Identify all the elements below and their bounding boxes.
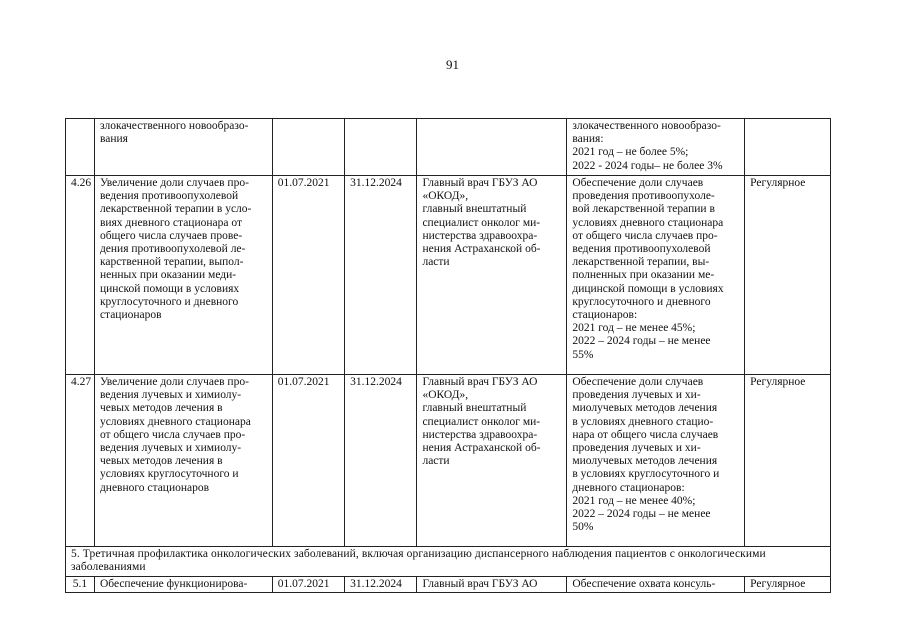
responsible: Главный врач ГБУЗ АО «ОКОД», главный внештатный специалист онколог ми- нистерства здравоохра- нения Астраханской об- ласти — [417, 176, 567, 375]
indicator: Обеспечение охвата консуль- — [567, 577, 745, 593]
start-date: 01.07.2021 — [272, 176, 344, 375]
responsible — [417, 119, 567, 176]
indicator: Обеспечение доли случаев проведения противоопухоле- вой лекарственной терапии в условиях дневного стационара от общего числа случаев про- ведения противоопухолевой лекарственной терапии, вы- полненных при оказании ме- дицинской помощи в условиях круглосуточного и дневного стационаров: 2021 год – не менее 45%; 2022 – 2024 годы – не менее 55% — [567, 176, 745, 375]
measures-table — [65, 118, 831, 593]
frequency: Регулярное — [745, 577, 831, 593]
start-date: 01.07.2021 — [272, 375, 344, 547]
frequency: Регулярное — [745, 375, 831, 547]
end-date — [345, 119, 417, 176]
section-heading: 5. Третичная профилактика онкологических заболеваний, включая организацию диспансерного наблюдения пациентов с онкологическими заболеваниями — [66, 547, 831, 577]
indicator: злокачественного новообразо- вания: 2021 год – не более 5%; 2022 - 2024 годы– не более 3% — [567, 119, 745, 176]
item-number: 4.27 — [66, 375, 95, 547]
measure-name: Увеличение доли случаев про- ведения лучевых и химиолу- чевых методов лечения в условиях дневного стационара от общего числа случаев про- ведения лучевых и химиолу- чевых методов лечения в условиях круглосуточного и дневного стационаров — [94, 375, 272, 547]
item-number — [66, 119, 95, 176]
table-row — [66, 176, 831, 375]
start-date — [272, 119, 344, 176]
table-row — [66, 577, 831, 593]
page-number: 91 — [446, 57, 459, 72]
end-date: 31.12.2024 — [345, 176, 417, 375]
item-number: 4.26 — [66, 176, 95, 375]
measure-name: Увеличение доли случаев про- ведения противоопухолевой лекарственной терапии в усло- виях дневного стационара от общего числа случаев прове- дения противоопухолевой ле- карственной терапии, выпол- ненных при оказании меди- цинской помощи в условиях круглосуточного и дневного стационаров — [94, 176, 272, 375]
start-date: 01.07.2021 — [272, 577, 344, 593]
item-number: 5.1 — [66, 577, 95, 593]
section-row — [66, 547, 831, 577]
frequency: Регулярное — [745, 176, 831, 375]
indicator: Обеспечение доли случаев проведения лучевых и хи- миолучевых методов лечения в условиях дневного стацио- нара от общего числа случаев проведения лучевых и хи- миолучевых методов лечения в условиях круглосуточного и дневного стационаров: 2021 год – не менее 40%; 2022 – 2024 годы – не менее 50% — [567, 375, 745, 547]
frequency — [745, 119, 831, 176]
end-date: 31.12.2024 — [345, 577, 417, 593]
end-date: 31.12.2024 — [345, 375, 417, 547]
measure-name: злокачественного новообразо- вания — [94, 119, 272, 176]
table-row — [66, 375, 831, 547]
table-row — [66, 119, 831, 176]
measure-name: Обеспечение функционирова- — [94, 577, 272, 593]
responsible: Главный врач ГБУЗ АО — [417, 577, 567, 593]
responsible: Главный врач ГБУЗ АО «ОКОД», главный внештатный специалист онколог ми- нистерства здравоохра- нения Астраханской об- ласти — [417, 375, 567, 547]
